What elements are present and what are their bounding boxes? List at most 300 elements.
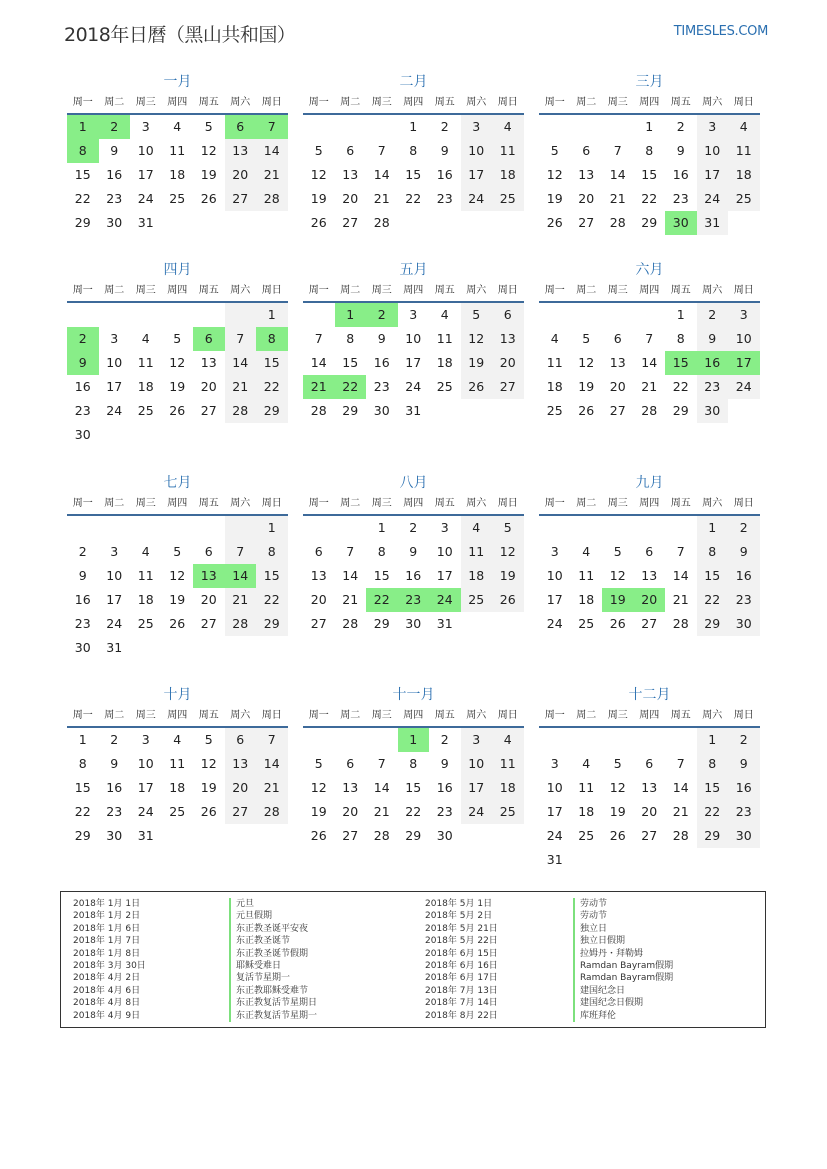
day-cell: 10	[697, 139, 729, 163]
day-cell: 7	[613, 143, 622, 158]
day-cell: 1	[377, 520, 386, 535]
day-cell: 27	[200, 616, 217, 631]
day-cell: 3	[461, 115, 493, 139]
legend-holiday-name: 独立日	[573, 923, 673, 935]
day-cell: 2	[676, 119, 685, 134]
weekday-label: 周一	[72, 285, 93, 296]
day-cell: 13	[342, 780, 359, 795]
legend-date: 2018年 1月 1日	[73, 899, 141, 909]
day-cell: 4	[582, 544, 591, 559]
day-cell: 25	[436, 379, 453, 394]
weekday-label: 周三	[371, 498, 392, 509]
day-cell: 15	[74, 167, 91, 182]
day-cell: 13	[641, 780, 658, 795]
day-cell: 30	[728, 612, 760, 636]
day-cell: 15	[641, 167, 658, 182]
day-cell: 6	[645, 544, 654, 559]
empty-cell	[602, 303, 634, 327]
day-cell: 18	[578, 592, 595, 607]
legend-date: 2018年 4月 6日	[73, 985, 141, 996]
day-cell: 18	[137, 592, 154, 607]
weekday-label: 周四	[167, 97, 188, 108]
day-cell: 7	[377, 756, 386, 771]
day-cell: 12	[461, 327, 493, 351]
day-cell: 18	[461, 564, 493, 588]
day-cell: 23	[74, 616, 91, 631]
weekday-header	[303, 494, 524, 516]
day-cell: 20	[342, 804, 359, 819]
day-cell: 17	[697, 163, 729, 187]
weekday-label: 周六	[230, 97, 251, 108]
month-title: 四月	[163, 262, 192, 278]
day-grid	[303, 115, 524, 235]
day-cell: 14	[672, 780, 689, 795]
weekday-label: 周日	[497, 498, 518, 509]
weekday-label: 周三	[607, 97, 628, 108]
day-cell: 21	[641, 379, 658, 394]
day-cell: 28	[373, 215, 390, 230]
day-cell: 7	[314, 331, 323, 346]
day-cell: 13	[225, 139, 257, 163]
day-cell: 21	[373, 191, 390, 206]
day-cell: 28	[373, 828, 390, 843]
day-cell: 16	[672, 167, 689, 182]
month-title: 九月	[635, 475, 664, 491]
month-title: 六月	[635, 262, 664, 278]
day-cell: 17	[405, 355, 422, 370]
day-cell: 25	[578, 828, 595, 843]
day-cell: 12	[200, 143, 217, 158]
day-cell: 17	[106, 379, 123, 394]
legend-date: 2018年 1月 8日	[73, 948, 141, 959]
day-cell: 18	[728, 163, 760, 187]
day-cell: 4	[492, 115, 524, 139]
day-cell: 4	[141, 331, 150, 346]
day-cell: 1	[78, 732, 87, 747]
weekday-label: 周六	[702, 285, 723, 296]
day-cell: 3	[550, 756, 559, 771]
empty-cell	[303, 115, 335, 139]
day-cell: 12	[310, 780, 327, 795]
empty-cell	[602, 115, 634, 139]
empty-cell	[162, 303, 194, 327]
day-cell: 6	[613, 331, 622, 346]
holiday-day-cell: 22	[335, 375, 367, 399]
weekday-label: 周五	[670, 285, 691, 296]
empty-cell	[602, 728, 634, 752]
day-cell: 16	[106, 780, 123, 795]
empty-cell	[571, 516, 603, 540]
day-cell: 31	[137, 215, 154, 230]
day-cell: 7	[645, 331, 654, 346]
empty-cell	[225, 303, 257, 327]
day-cell: 23	[697, 375, 729, 399]
legend-date: 2018年 6月 16日	[425, 960, 498, 971]
day-cell: 18	[578, 804, 595, 819]
day-cell: 23	[106, 191, 123, 206]
day-cell: 8	[377, 544, 386, 559]
legend-holiday-name: 独立日假期	[573, 935, 673, 947]
holiday-day-cell: 16	[697, 351, 729, 375]
legend-date: 2018年 5月 22日	[425, 936, 498, 947]
day-cell: 11	[169, 143, 186, 158]
day-cell: 8	[346, 331, 355, 346]
empty-cell	[193, 303, 225, 327]
day-cell: 4	[440, 307, 449, 322]
day-cell: 16	[74, 379, 91, 394]
day-cell: 28	[641, 403, 658, 418]
day-cell: 9	[440, 143, 449, 158]
day-cell: 5	[314, 756, 323, 771]
day-cell: 4	[728, 115, 760, 139]
day-cell: 21	[672, 592, 689, 607]
day-cell: 2	[440, 732, 449, 747]
empty-cell	[99, 303, 131, 327]
weekday-header	[67, 494, 288, 516]
day-cell: 31	[697, 211, 729, 235]
day-cell: 11	[578, 568, 595, 583]
weekday-label: 周六	[702, 710, 723, 721]
weekday-label: 周四	[639, 710, 660, 721]
day-cell: 7	[225, 540, 257, 564]
weekday-label: 周六	[466, 285, 487, 296]
day-cell: 2	[78, 544, 87, 559]
day-cell: 12	[169, 568, 186, 583]
empty-cell	[634, 303, 666, 327]
day-cell: 22	[405, 804, 422, 819]
month-block	[67, 472, 288, 660]
legend-holiday-name: 元旦	[229, 898, 317, 910]
day-cell: 13	[578, 167, 595, 182]
weekday-label: 周日	[261, 285, 282, 296]
day-cell: 7	[225, 327, 257, 351]
day-cell: 6	[346, 756, 355, 771]
day-cell: 11	[578, 780, 595, 795]
day-cell: 31	[405, 403, 422, 418]
day-cell: 30	[106, 828, 123, 843]
day-cell: 25	[169, 191, 186, 206]
day-cell: 4	[492, 728, 524, 752]
empty-cell	[335, 728, 367, 752]
day-cell: 11	[546, 355, 563, 370]
weekday-label: 周二	[576, 97, 597, 108]
empty-cell	[130, 303, 162, 327]
day-cell: 13	[342, 167, 359, 182]
day-cell: 15	[405, 167, 422, 182]
day-cell: 12	[609, 568, 626, 583]
holiday-day-cell: 21	[303, 375, 335, 399]
day-cell: 25	[137, 403, 154, 418]
holiday-day-cell: 7	[256, 115, 288, 139]
day-cell: 8	[409, 143, 418, 158]
day-cell: 23	[672, 191, 689, 206]
legend-date: 2018年 5月 2日	[425, 911, 493, 922]
day-cell: 25	[169, 804, 186, 819]
day-cell: 7	[676, 544, 685, 559]
day-cell: 3	[550, 544, 559, 559]
day-cell: 5	[550, 143, 559, 158]
legend-holiday-name: 劳动节	[573, 898, 673, 910]
month-title: 十月	[163, 687, 192, 703]
month-title: 十二月	[628, 687, 671, 703]
day-cell: 28	[256, 187, 288, 211]
legend-date: 2018年 1月 7日	[73, 936, 141, 947]
weekday-label: 周一	[308, 97, 329, 108]
day-cell: 5	[204, 732, 213, 747]
day-cell: 4	[550, 331, 559, 346]
day-cell: 14	[225, 351, 257, 375]
day-cell: 30	[106, 215, 123, 230]
month-block	[539, 71, 760, 235]
weekday-header	[539, 706, 760, 728]
day-cell: 17	[137, 167, 154, 182]
day-cell: 24	[461, 800, 493, 824]
day-grid	[67, 516, 288, 660]
day-cell: 2	[409, 520, 418, 535]
weekday-label: 周四	[403, 498, 424, 509]
empty-cell	[67, 516, 99, 540]
day-cell: 16	[373, 355, 390, 370]
weekday-label: 周四	[167, 710, 188, 721]
day-cell: 4	[173, 732, 182, 747]
month-block	[539, 472, 760, 636]
day-cell: 15	[697, 564, 729, 588]
day-cell: 4	[582, 756, 591, 771]
weekday-label: 周日	[733, 498, 754, 509]
month-title: 五月	[399, 262, 428, 278]
day-cell: 14	[373, 780, 390, 795]
day-cell: 12	[200, 756, 217, 771]
holiday-day-cell: 8	[67, 139, 99, 163]
weekday-label: 周六	[230, 285, 251, 296]
day-cell: 20	[225, 776, 257, 800]
weekday-label: 周六	[702, 498, 723, 509]
day-cell: 17	[106, 592, 123, 607]
day-cell: 6	[492, 303, 524, 327]
day-cell: 23	[373, 379, 390, 394]
weekday-label: 周三	[607, 285, 628, 296]
day-cell: 18	[137, 379, 154, 394]
day-cell: 26	[310, 828, 327, 843]
day-cell: 14	[256, 139, 288, 163]
holiday-day-cell: 2	[67, 327, 99, 351]
day-cell: 30	[74, 640, 91, 655]
day-cell: 22	[256, 588, 288, 612]
day-cell: 1	[676, 307, 685, 322]
day-cell: 30	[74, 427, 91, 442]
legend-holiday-name: 库班拜伦	[573, 1010, 673, 1022]
day-cell: 17	[137, 780, 154, 795]
day-cell: 10	[546, 780, 563, 795]
weekday-label: 周三	[135, 498, 156, 509]
day-cell: 21	[609, 191, 626, 206]
day-cell: 18	[492, 163, 524, 187]
weekday-label: 周二	[340, 710, 361, 721]
day-cell: 20	[641, 804, 658, 819]
weekday-label: 周一	[72, 498, 93, 509]
day-cell: 14	[672, 568, 689, 583]
day-cell: 27	[492, 375, 524, 399]
weekday-label: 周一	[72, 97, 93, 108]
month-title: 二月	[399, 74, 428, 90]
day-cell: 9	[697, 327, 729, 351]
day-cell: 20	[200, 592, 217, 607]
day-cell: 8	[697, 540, 729, 564]
day-cell: 7	[377, 143, 386, 158]
day-cell: 9	[409, 544, 418, 559]
day-cell: 14	[342, 568, 359, 583]
weekday-header	[303, 706, 524, 728]
legend-date: 2018年 6月 17日	[425, 973, 498, 984]
day-cell: 19	[609, 804, 626, 819]
day-cell: 17	[461, 776, 493, 800]
day-cell: 10	[405, 331, 422, 346]
day-cell: 27	[342, 215, 359, 230]
day-cell: 3	[409, 307, 418, 322]
day-cell: 16	[728, 776, 760, 800]
weekday-label: 周三	[371, 97, 392, 108]
day-cell: 6	[314, 544, 323, 559]
legend-holiday-name: 东正教耶稣受难节	[229, 985, 317, 997]
day-cell: 11	[137, 355, 154, 370]
day-cell: 28	[609, 215, 626, 230]
day-cell: 11	[728, 139, 760, 163]
holiday-day-cell: 14	[225, 564, 257, 588]
weekday-label: 周一	[308, 285, 329, 296]
day-cell: 16	[405, 568, 422, 583]
day-cell: 23	[728, 588, 760, 612]
weekday-label: 周二	[576, 285, 597, 296]
holiday-day-cell: 6	[225, 115, 257, 139]
day-cell: 27	[578, 215, 595, 230]
month-title: 七月	[163, 475, 192, 491]
legend-date: 2018年 5月 21日	[425, 923, 498, 934]
day-cell: 28	[225, 399, 257, 423]
day-cell: 13	[641, 568, 658, 583]
empty-cell	[539, 728, 571, 752]
day-cell: 12	[492, 540, 524, 564]
day-cell: 10	[106, 568, 123, 583]
day-cell: 5	[173, 544, 182, 559]
day-cell: 19	[546, 191, 563, 206]
weekday-label: 周四	[403, 710, 424, 721]
day-grid	[303, 728, 524, 848]
day-cell: 22	[256, 375, 288, 399]
day-cell: 5	[492, 516, 524, 540]
weekday-label: 周五	[198, 285, 219, 296]
day-cell: 21	[342, 592, 359, 607]
weekday-label: 周五	[670, 498, 691, 509]
day-cell: 10	[461, 752, 493, 776]
day-cell: 18	[169, 167, 186, 182]
holiday-day-cell: 22	[366, 588, 398, 612]
weekday-label: 周二	[104, 498, 125, 509]
day-cell: 25	[546, 403, 563, 418]
weekday-label: 周日	[261, 498, 282, 509]
day-cell: 23	[74, 403, 91, 418]
weekday-label: 周四	[167, 285, 188, 296]
brand-link[interactable]: TIMESLES.COM	[673, 24, 768, 39]
day-cell: 6	[582, 143, 591, 158]
day-cell: 24	[697, 187, 729, 211]
day-cell: 9	[728, 540, 760, 564]
weekday-label: 周四	[639, 498, 660, 509]
weekday-label: 周一	[308, 710, 329, 721]
day-cell: 20	[492, 351, 524, 375]
day-cell: 24	[137, 191, 154, 206]
day-cell: 10	[106, 355, 123, 370]
weekday-label: 周三	[135, 285, 156, 296]
day-cell: 20	[225, 163, 257, 187]
weekday-label: 周二	[576, 498, 597, 509]
weekday-label: 周日	[497, 285, 518, 296]
day-cell: 20	[200, 379, 217, 394]
weekday-label: 周日	[497, 97, 518, 108]
day-cell: 15	[256, 351, 288, 375]
day-cell: 18	[492, 776, 524, 800]
day-cell: 19	[169, 592, 186, 607]
holiday-day-cell: 17	[728, 351, 760, 375]
legend-holiday-name: 东正教复活节星期一	[229, 1010, 317, 1022]
day-cell: 27	[609, 403, 626, 418]
day-cell: 25	[728, 187, 760, 211]
day-cell: 12	[609, 780, 626, 795]
day-cell: 17	[461, 163, 493, 187]
day-cell: 21	[225, 375, 257, 399]
day-cell: 6	[645, 756, 654, 771]
day-cell: 6	[204, 544, 213, 559]
empty-cell	[665, 728, 697, 752]
day-cell: 22	[672, 379, 689, 394]
day-cell: 7	[676, 756, 685, 771]
empty-cell	[602, 516, 634, 540]
day-cell: 3	[461, 728, 493, 752]
day-cell: 13	[609, 355, 626, 370]
day-cell: 16	[74, 592, 91, 607]
day-cell: 24	[728, 375, 760, 399]
day-cell: 20	[609, 379, 626, 394]
day-cell: 20	[578, 191, 595, 206]
day-cell: 2	[110, 732, 119, 747]
legend-holiday-name: Ramdan Bayram假期	[573, 972, 673, 984]
empty-cell	[571, 303, 603, 327]
weekday-label: 周四	[403, 285, 424, 296]
day-cell: 9	[676, 143, 685, 158]
legend-right-names	[573, 898, 673, 1022]
day-cell: 8	[697, 752, 729, 776]
weekday-label: 周四	[403, 97, 424, 108]
day-cell: 29	[342, 403, 359, 418]
weekday-label: 周三	[607, 498, 628, 509]
day-cell: 9	[78, 568, 87, 583]
day-cell: 27	[342, 828, 359, 843]
weekday-label: 周三	[371, 285, 392, 296]
weekday-label: 周三	[607, 710, 628, 721]
day-cell: 28	[256, 800, 288, 824]
day-cell: 15	[697, 776, 729, 800]
month-block	[539, 684, 760, 872]
day-grid	[303, 303, 524, 423]
empty-cell	[162, 516, 194, 540]
weekday-label: 周一	[544, 498, 565, 509]
day-cell: 17	[436, 568, 453, 583]
day-cell: 10	[436, 544, 453, 559]
month-block	[67, 259, 288, 447]
weekday-header	[539, 281, 760, 303]
weekday-label: 周六	[466, 498, 487, 509]
day-grid	[539, 115, 760, 235]
day-cell: 26	[310, 215, 327, 230]
